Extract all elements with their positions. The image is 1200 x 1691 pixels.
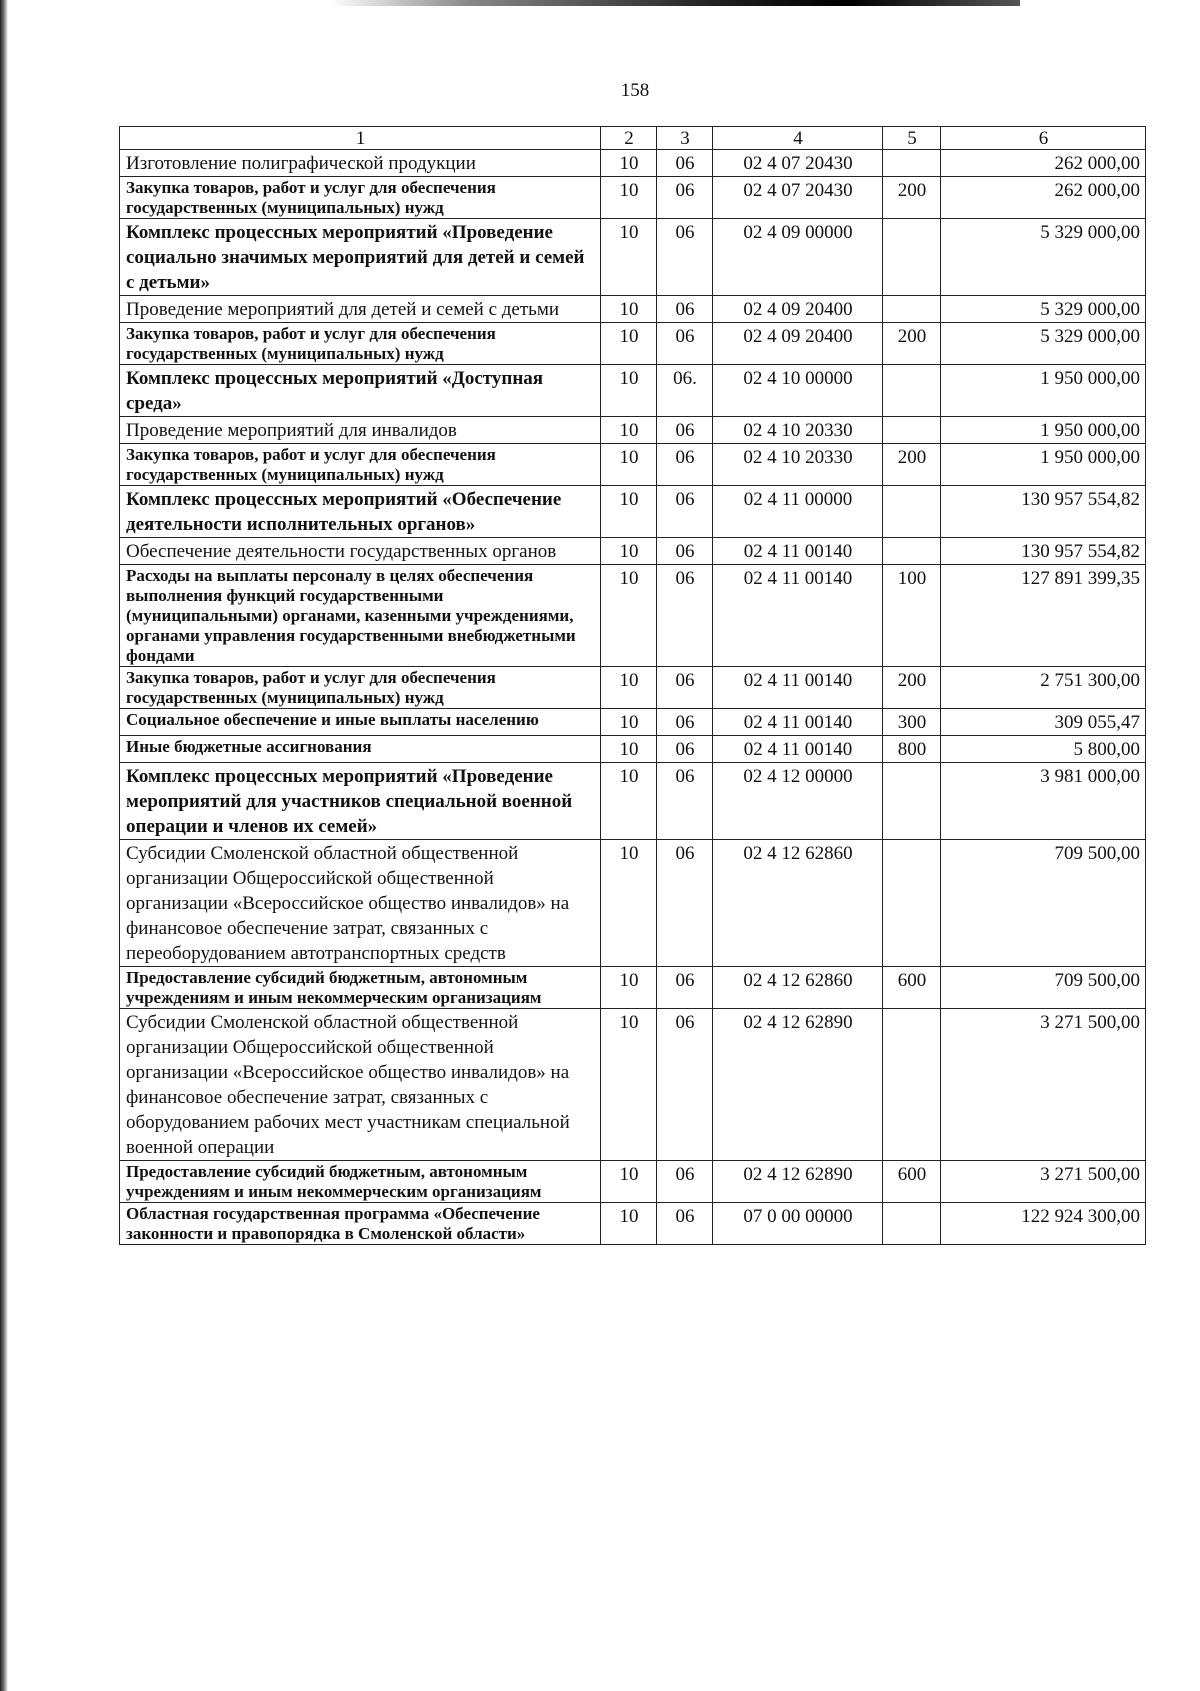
row-subsection: 06: [657, 417, 713, 444]
row-subsection: 06: [657, 150, 713, 177]
table-row: [120, 763, 1146, 840]
row-section: 10: [601, 709, 657, 736]
row-target-code: 02 4 11 00140: [713, 736, 883, 763]
row-target-code: 02 4 11 00140: [713, 667, 883, 709]
scan-edge-left: [0, 0, 8, 1691]
table-row: [120, 323, 1146, 365]
table-row: [120, 967, 1146, 1009]
row-name: Комплекс процессных мероприятий «Обеспечение деятельности исполнительных органов»: [120, 486, 601, 538]
row-expense-type: 600: [883, 967, 941, 1009]
row-amount: 1 950 000,00: [941, 444, 1146, 486]
header-cell-5: 5: [883, 127, 941, 150]
row-target-code: 02 4 10 20330: [713, 444, 883, 486]
row-section: 10: [601, 538, 657, 565]
row-expense-type: [883, 840, 941, 967]
row-target-code: 02 4 09 00000: [713, 219, 883, 296]
row-target-code: 02 4 11 00140: [713, 565, 883, 667]
row-amount: 1 950 000,00: [941, 417, 1146, 444]
row-name: Комплекс процессных мероприятий «Проведение мероприятий для участников специальной военной операции и членов их семей»: [120, 763, 601, 840]
row-subsection: 06: [657, 219, 713, 296]
table-row: [120, 296, 1146, 323]
row-target-code: 02 4 07 20430: [713, 177, 883, 219]
row-name: Иные бюджетные ассигнования: [120, 736, 601, 763]
header-cell-6: 6: [941, 127, 1146, 150]
row-name: Проведение мероприятий для детей и семей с детьми: [120, 296, 601, 323]
row-target-code: 02 4 11 00140: [713, 538, 883, 565]
table-row: [120, 565, 1146, 667]
row-target-code: 02 4 12 00000: [713, 763, 883, 840]
row-section: 10: [601, 219, 657, 296]
row-amount: 5 329 000,00: [941, 219, 1146, 296]
row-amount: 262 000,00: [941, 177, 1146, 219]
table-row: [120, 538, 1146, 565]
row-subsection: 06: [657, 1161, 713, 1203]
row-amount: 3 981 000,00: [941, 763, 1146, 840]
row-subsection: 06: [657, 296, 713, 323]
row-expense-type: 200: [883, 177, 941, 219]
row-target-code: 02 4 10 20330: [713, 417, 883, 444]
row-section: 10: [601, 565, 657, 667]
table-row: [120, 417, 1146, 444]
row-amount: 309 055,47: [941, 709, 1146, 736]
scan-edge-top: [330, 0, 1020, 6]
row-name: Проведение мероприятий для инвалидов: [120, 417, 601, 444]
row-subsection: 06: [657, 177, 713, 219]
row-name: Расходы на выплаты персоналу в целях обеспечения выполнения функций государственными (муниципальными) органами, казенными учреждениями, органами управления государственными внебюджетными фондами: [120, 565, 601, 667]
row-target-code: 02 4 12 62860: [713, 967, 883, 1009]
row-name: Социальное обеспечение и иные выплаты населению: [120, 709, 601, 736]
page-number: 158: [620, 80, 650, 101]
table-row: [120, 486, 1146, 538]
row-expense-type: 600: [883, 1161, 941, 1203]
row-target-code: 02 4 07 20430: [713, 150, 883, 177]
row-section: 10: [601, 667, 657, 709]
row-section: 10: [601, 444, 657, 486]
row-target-code: 02 4 10 00000: [713, 365, 883, 417]
header-cell-1: 1: [120, 127, 601, 150]
row-expense-type: 200: [883, 667, 941, 709]
row-amount: 709 500,00: [941, 840, 1146, 967]
row-target-code: 02 4 12 62890: [713, 1161, 883, 1203]
row-section: 10: [601, 177, 657, 219]
row-expense-type: [883, 365, 941, 417]
row-amount: 5 329 000,00: [941, 323, 1146, 365]
row-name: Предоставление субсидий бюджетным, автономным учреждениям и иным некоммерческим организациям: [120, 1161, 601, 1203]
row-expense-type: 200: [883, 323, 941, 365]
row-section: 10: [601, 150, 657, 177]
header-cell-4: 4: [713, 127, 883, 150]
row-target-code: 07 0 00 00000: [713, 1203, 883, 1245]
row-name: Комплекс процессных мероприятий «Доступная среда»: [120, 365, 601, 417]
row-name: Закупка товаров, работ и услуг для обеспечения государственных (муниципальных) нужд: [120, 177, 601, 219]
row-target-code: 02 4 11 00140: [713, 709, 883, 736]
row-expense-type: 300: [883, 709, 941, 736]
row-expense-type: [883, 219, 941, 296]
row-name: Субсидии Смоленской областной общественной организации Общероссийской общественной организации «Всероссийское общество инвалидов» на финансовое обеспечение затрат, связанных с оборудованием рабочих мест участникам специальной военной операции: [120, 1009, 601, 1161]
row-name: Изготовление полиграфической продукции: [120, 150, 601, 177]
row-section: 10: [601, 296, 657, 323]
row-name: Закупка товаров, работ и услуг для обеспечения государственных (муниципальных) нужд: [120, 323, 601, 365]
row-expense-type: [883, 1203, 941, 1245]
row-expense-type: 800: [883, 736, 941, 763]
row-amount: 262 000,00: [941, 150, 1146, 177]
row-amount: 130 957 554,82: [941, 538, 1146, 565]
row-amount: 3 271 500,00: [941, 1161, 1146, 1203]
row-section: 10: [601, 1161, 657, 1203]
row-target-code: 02 4 11 00000: [713, 486, 883, 538]
row-target-code: 02 4 09 20400: [713, 296, 883, 323]
row-subsection: 06: [657, 736, 713, 763]
row-amount: 2 751 300,00: [941, 667, 1146, 709]
row-expense-type: [883, 538, 941, 565]
row-expense-type: 100: [883, 565, 941, 667]
row-expense-type: [883, 150, 941, 177]
row-subsection: 06: [657, 538, 713, 565]
row-expense-type: [883, 486, 941, 538]
row-amount: 127 891 399,35: [941, 565, 1146, 667]
row-target-code: 02 4 12 62860: [713, 840, 883, 967]
row-amount: 709 500,00: [941, 967, 1146, 1009]
row-section: 10: [601, 967, 657, 1009]
table-row: [120, 1161, 1146, 1203]
row-subsection: 06: [657, 667, 713, 709]
row-target-code: 02 4 12 62890: [713, 1009, 883, 1161]
header-cell-2: 2: [601, 127, 657, 150]
row-target-code: 02 4 09 20400: [713, 323, 883, 365]
row-name: Обеспечение деятельности государственных органов: [120, 538, 601, 565]
header-cell-3: 3: [657, 127, 713, 150]
table-header-row: [120, 127, 1146, 150]
table-row: [120, 1203, 1146, 1245]
row-amount: 1 950 000,00: [941, 365, 1146, 417]
table-row: [120, 444, 1146, 486]
row-amount: 3 271 500,00: [941, 1009, 1146, 1161]
table-row: [120, 365, 1146, 417]
row-name: Комплекс процессных мероприятий «Проведение социально значимых мероприятий для детей и семей с детьми»: [120, 219, 601, 296]
row-subsection: 06: [657, 323, 713, 365]
row-name: Предоставление субсидий бюджетным, автономным учреждениям и иным некоммерческим организациям: [120, 967, 601, 1009]
row-section: 10: [601, 486, 657, 538]
row-expense-type: [883, 417, 941, 444]
row-section: 10: [601, 323, 657, 365]
row-expense-type: [883, 296, 941, 323]
row-amount: 130 957 554,82: [941, 486, 1146, 538]
table-row: [120, 150, 1146, 177]
table-row: [120, 1009, 1146, 1161]
row-expense-type: [883, 1009, 941, 1161]
row-subsection: 06: [657, 1203, 713, 1245]
row-subsection: 06: [657, 840, 713, 967]
row-subsection: 06: [657, 763, 713, 840]
row-subsection: 06: [657, 1009, 713, 1161]
table-row: [120, 709, 1146, 736]
row-subsection: 06: [657, 565, 713, 667]
row-section: 10: [601, 365, 657, 417]
row-section: 10: [601, 1203, 657, 1245]
budget-table: [119, 126, 1146, 1245]
row-amount: 5 800,00: [941, 736, 1146, 763]
table-row: [120, 667, 1146, 709]
table-row: [120, 840, 1146, 967]
row-subsection: 06: [657, 486, 713, 538]
table-row: [120, 219, 1146, 296]
row-section: 10: [601, 736, 657, 763]
row-name: Закупка товаров, работ и услуг для обеспечения государственных (муниципальных) нужд: [120, 667, 601, 709]
table-row: [120, 736, 1146, 763]
row-section: 10: [601, 763, 657, 840]
row-amount: 122 924 300,00: [941, 1203, 1146, 1245]
row-expense-type: 200: [883, 444, 941, 486]
row-name: Закупка товаров, работ и услуг для обеспечения государственных (муниципальных) нужд: [120, 444, 601, 486]
budget-table-body: [120, 127, 1146, 1245]
row-section: 10: [601, 417, 657, 444]
row-name: Областная государственная программа «Обеспечение законности и правопорядка в Смоленской области»: [120, 1203, 601, 1245]
row-subsection: 06: [657, 709, 713, 736]
row-section: 10: [601, 1009, 657, 1161]
row-name: Субсидии Смоленской областной общественной организации Общероссийской общественной организации «Всероссийское общество инвалидов» на финансовое обеспечение затрат, связанных с переоборудованием автотранспортных средств: [120, 840, 601, 967]
row-section: 10: [601, 840, 657, 967]
row-subsection: 06.: [657, 365, 713, 417]
table-row: [120, 177, 1146, 219]
row-subsection: 06: [657, 967, 713, 1009]
row-expense-type: [883, 763, 941, 840]
row-subsection: 06: [657, 444, 713, 486]
row-amount: 5 329 000,00: [941, 296, 1146, 323]
